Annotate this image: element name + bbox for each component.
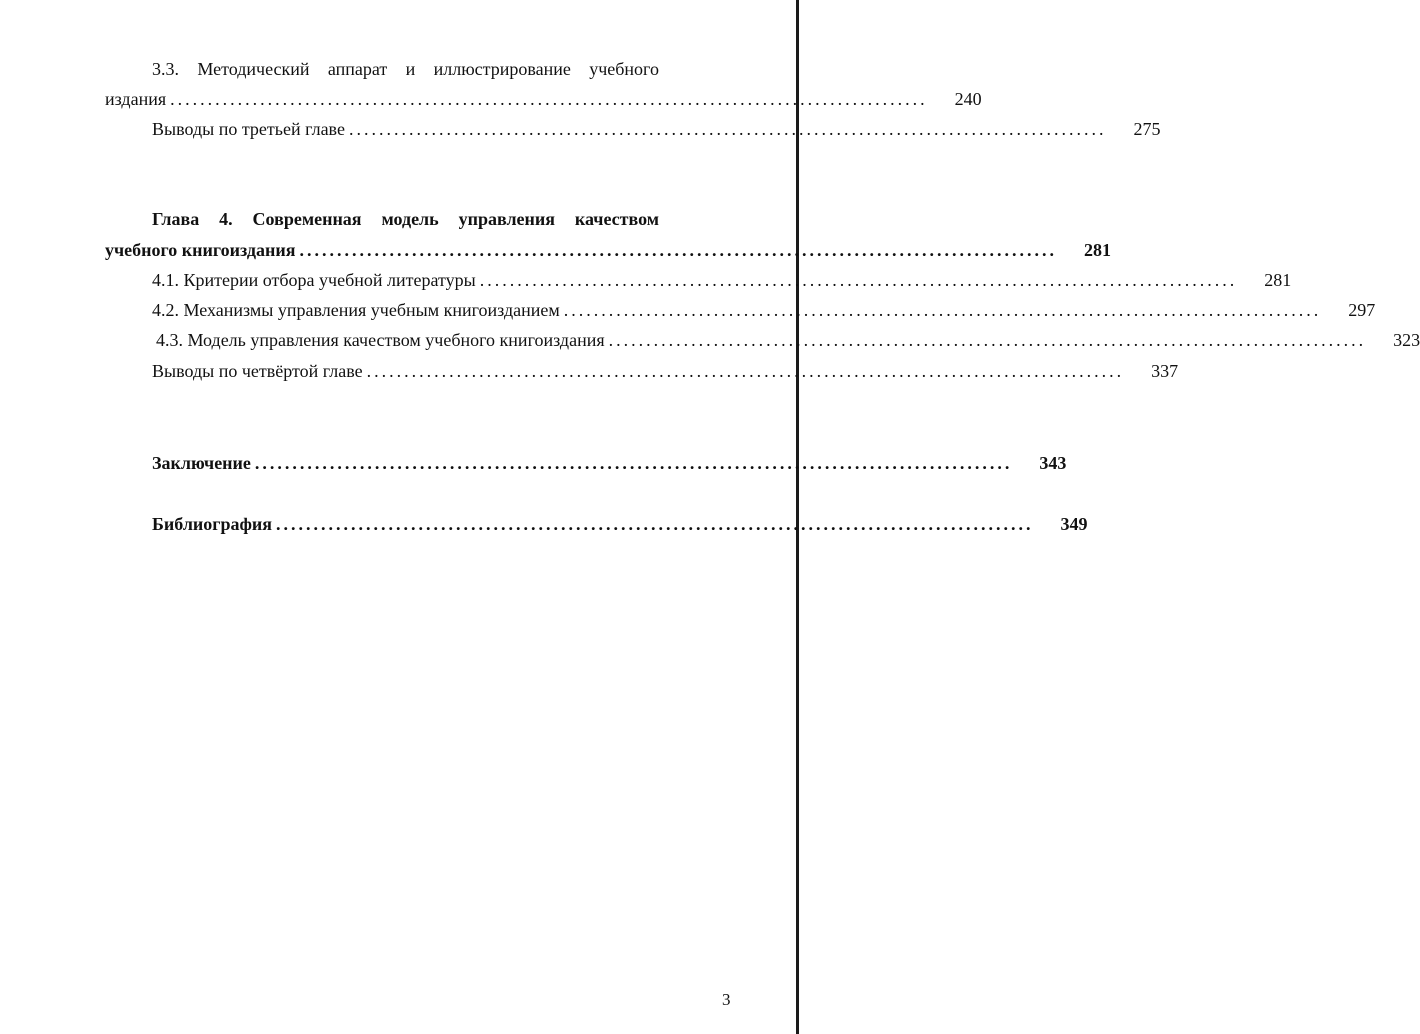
toc-s33-page: 240 [954,89,982,109]
toc-bibliography-label: Библиография [152,514,273,534]
toc-s42-page: 297 [1348,300,1376,320]
toc-chapter4-page: 281 [1083,240,1111,260]
toc-conclusion-page: 343 [1039,453,1067,473]
toc-bibliography-page: 349 [1060,514,1088,534]
leader-dots: ..................................................................................................... [299,240,1057,260]
leader-dots: ..................................................................................................... [608,330,1367,350]
toc-s33-line1: 3.3. Методический аппарат и иллюстрирование учебного [152,59,659,79]
toc-conclusions3-label: Выводы по третьей главе [152,119,345,139]
leader-dots: ..................................................................................................... [348,119,1107,139]
toc-s43-page: 323 [1393,330,1420,350]
toc-conclusions3 [152,117,1161,141]
toc-s43 [156,328,1420,352]
toc-s41-page: 281 [1264,270,1292,290]
toc-s41-label: 4.1. Критерии отбора учебной литературы [152,270,476,290]
leader-dots: ..................................................................................................... [276,514,1034,534]
toc-chapter4-line1: Глава 4. Современная модель управления качеством [152,209,659,229]
toc-s42 [152,298,1376,322]
toc-s33-line2 [105,87,982,111]
toc-conclusion-label: Заключение [152,453,251,473]
leader-dots: ..................................................................................................... [254,453,1013,473]
toc-conclusions4-label: Выводы по четвёртой главе [152,361,363,381]
toc-s42-label: 4.2. Механизмы управления учебным книгоизданием [152,300,560,320]
toc-bibliography [152,512,1088,536]
toc-conclusions3-page: 275 [1133,119,1161,139]
leader-dots: ..................................................................................................... [170,89,928,109]
page-number: 3 [722,990,731,1009]
toc-s43-label: 4.3. Модель управления качеством учебного книгоиздания [156,330,605,350]
leader-dots: ..................................................................................................... [563,300,1322,320]
toc-chapter4-line2 [105,238,1111,262]
toc-s41 [152,268,1292,292]
leader-dots: ..................................................................................................... [366,361,1125,381]
toc-conclusion [152,451,1067,475]
toc-conclusions4 [152,359,1179,383]
toc-chapter4-title-cont: учебного книгоиздания [105,240,296,260]
leader-dots: ..................................................................................................... [479,270,1238,290]
toc-s33-title-cont: издания [105,89,167,109]
toc-conclusions4-page: 337 [1151,361,1179,381]
